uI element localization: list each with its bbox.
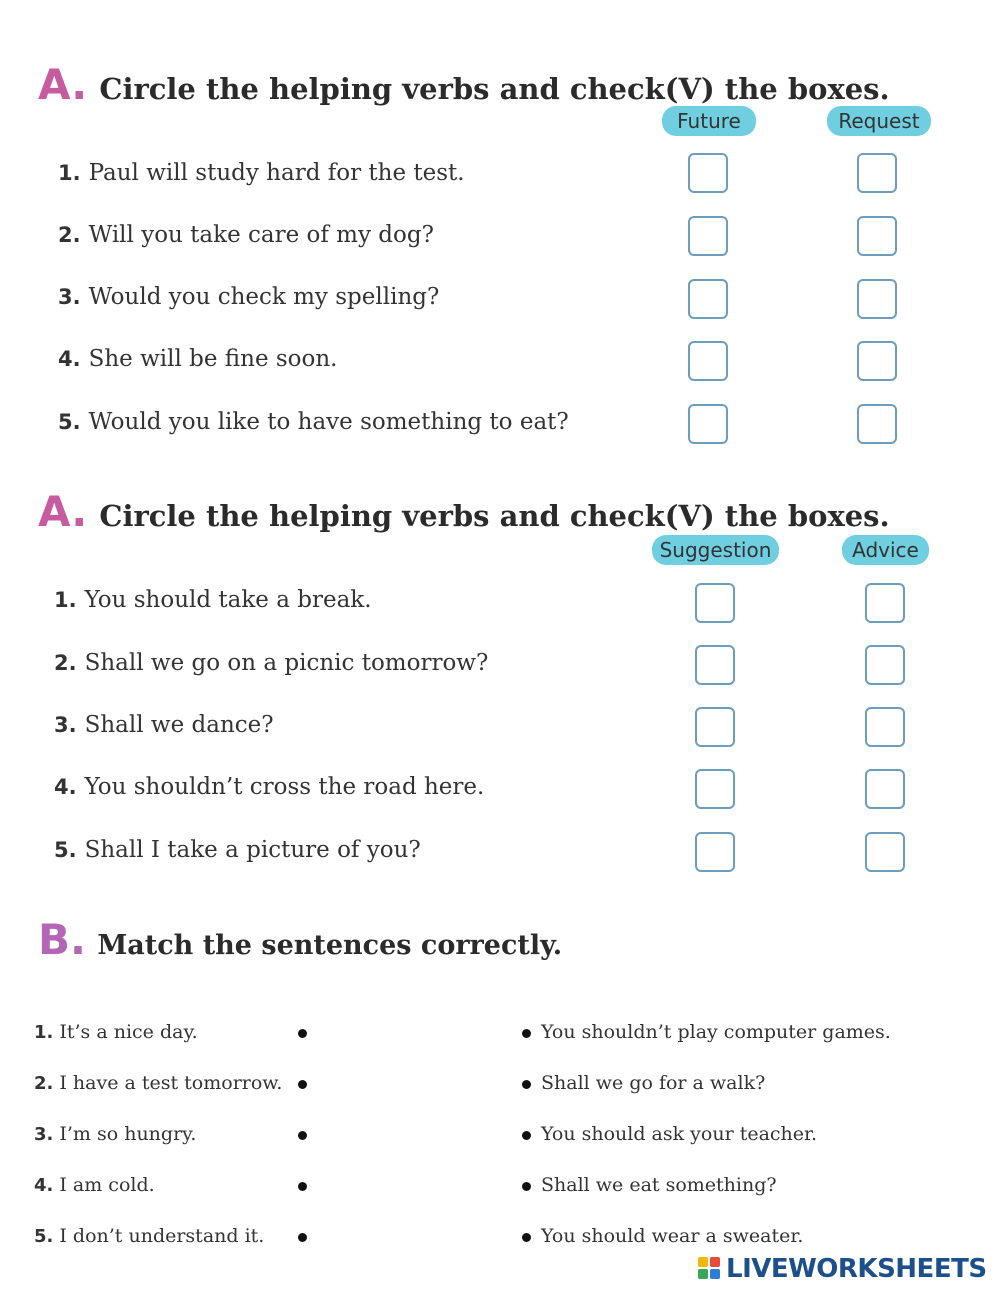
match-left-item: 1. It’s a nice day. <box>34 1021 198 1043</box>
checkbox-request-1[interactable] <box>857 153 897 193</box>
logo-mark-icon <box>698 1257 722 1281</box>
checkbox-request-3[interactable] <box>857 279 897 319</box>
logo-text: LIVEWORKSHEETS <box>726 1254 987 1284</box>
checkbox-advice-1[interactable] <box>865 583 905 623</box>
column-header-future: Future <box>662 106 756 136</box>
match-left-item: 3. I’m so hungry. <box>34 1123 197 1145</box>
column-header-advice: Advice <box>842 535 929 565</box>
checkbox-suggestion-3[interactable] <box>695 707 735 747</box>
match-right-dot-1[interactable] <box>522 1029 531 1038</box>
section-3-letter: B. <box>38 915 86 964</box>
match-right-item: You should ask your teacher. <box>541 1123 818 1145</box>
section-1-title <box>38 60 890 109</box>
section-2-heading: Circle the helping verbs and check(V) the boxes. <box>99 499 890 533</box>
question-row: 4. She will be fine soon. <box>58 346 338 372</box>
checkbox-future-4[interactable] <box>688 341 728 381</box>
liveworksheets-logo <box>698 1254 987 1284</box>
match-right-dot-4[interactable] <box>522 1182 531 1191</box>
section-1-heading: Circle the helping verbs and check(V) the boxes. <box>99 72 890 106</box>
section-3-title <box>38 915 562 964</box>
match-left-dot-3[interactable] <box>298 1131 307 1140</box>
checkbox-request-5[interactable] <box>857 404 897 444</box>
match-right-item: You shouldn’t play computer games. <box>541 1021 891 1043</box>
checkbox-future-3[interactable] <box>688 279 728 319</box>
match-left-item: 2. I have a test tomorrow. <box>34 1072 283 1094</box>
match-left-dot-5[interactable] <box>298 1233 307 1242</box>
question-row: 1. Paul will study hard for the test. <box>58 160 465 186</box>
checkbox-future-1[interactable] <box>688 153 728 193</box>
section-1-letter: A. <box>38 60 88 109</box>
column-header-request: Request <box>827 106 931 136</box>
question-row: 4. You shouldn’t cross the road here. <box>54 774 485 800</box>
section-3-heading: Match the sentences correctly. <box>97 930 563 961</box>
match-right-dot-5[interactable] <box>522 1233 531 1242</box>
match-right-item: Shall we go for a walk? <box>541 1072 766 1094</box>
checkbox-suggestion-5[interactable] <box>695 832 735 872</box>
question-row: 1. You should take a break. <box>54 587 372 613</box>
question-row: 5. Would you like to have something to eat? <box>58 409 569 435</box>
checkbox-advice-2[interactable] <box>865 645 905 685</box>
question-row: 3. Would you check my spelling? <box>58 284 440 310</box>
section-2-title <box>38 487 890 536</box>
match-left-item: 4. I am cold. <box>34 1174 155 1196</box>
checkbox-request-2[interactable] <box>857 216 897 256</box>
checkbox-request-4[interactable] <box>857 341 897 381</box>
question-row: 3. Shall we dance? <box>54 712 274 738</box>
match-left-dot-1[interactable] <box>298 1029 307 1038</box>
match-left-item: 5. I don’t understand it. <box>34 1225 265 1247</box>
match-right-dot-3[interactable] <box>522 1131 531 1140</box>
question-row: 2. Shall we go on a picnic tomorrow? <box>54 650 489 676</box>
section-2-letter: A. <box>38 487 88 536</box>
checkbox-suggestion-4[interactable] <box>695 769 735 809</box>
checkbox-advice-3[interactable] <box>865 707 905 747</box>
column-header-suggestion: Suggestion <box>652 535 779 565</box>
checkbox-advice-5[interactable] <box>865 832 905 872</box>
checkbox-suggestion-1[interactable] <box>695 583 735 623</box>
match-right-item: Shall we eat something? <box>541 1174 777 1196</box>
question-row: 5. Shall I take a picture of you? <box>54 837 421 863</box>
checkbox-suggestion-2[interactable] <box>695 645 735 685</box>
checkbox-future-2[interactable] <box>688 216 728 256</box>
match-right-item: You should wear a sweater. <box>541 1225 804 1247</box>
checkbox-advice-4[interactable] <box>865 769 905 809</box>
checkbox-future-5[interactable] <box>688 404 728 444</box>
match-right-dot-2[interactable] <box>522 1080 531 1089</box>
match-left-dot-4[interactable] <box>298 1182 307 1191</box>
question-row: 2. Will you take care of my dog? <box>58 222 434 248</box>
match-left-dot-2[interactable] <box>298 1080 307 1089</box>
